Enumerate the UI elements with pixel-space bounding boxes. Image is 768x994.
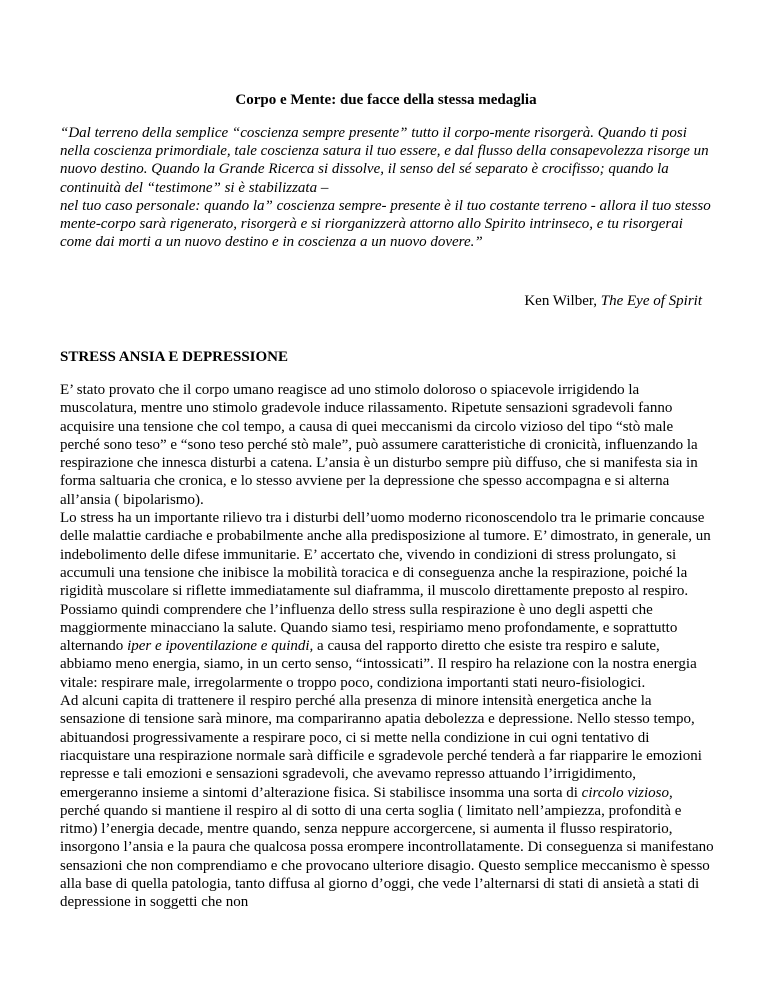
epigraph-quote [60,124,712,251]
document-title: Corpo e Mente: due facce della stessa medaglia [235,92,537,108]
epigraph-line-2: nel tuo caso personale: quando la” coscienza sempre- presente è il tuo costante terreno - allora il tuo stesso mente-corpo sarà rigenerato, risorgerà e si riorganizzerà attorno allo Spirito intrinseco, e tu risorgerai come dai morti a un nuovo destino e in coscienza a un nuovo dovere.” [60,197,711,251]
paragraph-2 [60,509,714,692]
paragraph-3-text-c: , perché quando si mantiene il respiro al di sotto di una certa soglia ( limitato nell’ampiezza, profondità e ritmo) l’energia decade, mentre quando, senza neppure accorgercene, si aumenta il flusso respiratorio, insorgono l’ansia e la paura che qualcosa possa erompere incontrollatamente. Di conseguenza si manifestano sensazioni che non comprendiamo e che provocano ulteriore disagio. Questo semplice meccanismo è spesso alla base di quella patologia, tanto diffusa al giorno d’oggi, che vede l’alternarsi di stati di ansietà a stati di depressione in soggetti che non [60,784,714,911]
section-body [60,381,714,912]
paragraph-3 [60,692,714,912]
section-heading: STRESS ANSIA E DEPRESSIONE [60,349,289,365]
paragraph-3-italic: circolo vizioso [581,784,670,801]
paragraph-3-text-a: Ad alcuni capita di trattenere il respiro perché alla presenza di minore intensità energetica anche la sensazione di tensione sarà minore, ma compariranno apatia debolezza e depressione. Nello stesso tempo, abituandosi progressivamente a respirare poco, ci si mette nella condizione in cui ogni tentativo di riacquistare una respirazione normale sarà difficile e sgradevole perché tenderà a far riapparire le emozioni represse e tali emozioni e sensazioni sgradevoli, che avevamo represso attuando l’irrigidimento, emergeranno insieme a sintomi d’alterazione fisica. Si stabilisce insomma una sorta di [60,693,702,801]
attribution-work-title: The Eye of Spirit [600,293,702,309]
paragraph-2-text-a: Lo stress ha un importante rilievo tra i disturbi dell’uomo moderno riconoscendolo tra le primarie concause delle malattie cardiache e probabilmente anche alla predisposizione al tumore. E’ dimostrato, in generale, un indebolimento delle difese immunitarie. E’ accertato che, vivendo in condizioni di stress prolungato, si accumuli una tensione che inibisce la mobilità toracica e di conseguenza anche la respirazione, poiché la rigidità muscolare si riflette immediatamente sul diaframma, il muscolo direttamente preposto al respiro. Possiamo quindi comprendere che l’influenza dello stress sulla respirazione è uno degli aspetti che maggiormente minacciano la salute. Quando siamo tesi, respiriamo meno profondamente, e soprattutto alternando [60,510,711,655]
paragraph-1: E’ stato provato che il corpo umano reagisce ad uno stimolo doloroso o spiacevole irrigidendo la muscolatura, mentre uno stimolo gradevole induce rilassamento. Ripetute sensazioni sgradevoli fanno acquisire una tensione che col tempo, a causa di quei meccanismi da circolo vizioso del tipo “stò male perché sono teso” e “sono teso perché stò male”, può assumere caratteristiche di cronicità, influenzando la respirazione che innesca disturbi a catena. L’ansia è un disturbo sempre più diffuso, che si manifesta sia in forma saltuaria che cronica, e lo stesso avviene per la depressione che spesso accompagna e si alterna all’ansia ( bipolarismo). [60,382,698,508]
attribution-author: Ken Wilber, [524,293,601,309]
paragraph-2-text-c: a causa del rapporto diretto che esiste tra respiro e salute, abbiamo meno energia, siamo, in un certo senso, “intossicati”. Il respiro ha relazione con la nostra energia vitale: respirare male, irregolarmente o troppo poco, condiziona importanti stati neuro-fisiologici. [60,638,697,691]
epigraph-attribution [524,292,702,311]
epigraph-line-1: “Dal terreno della semplice “coscienza sempre presente” tutto il corpo-mente risorgerà. Quando ti posi nella coscienza primordiale, tale coscienza satura il tuo essere, e dal flusso della consapevolezza risorge un nuovo destino. Quando la Grande Ricerca si dissolve, il senso del sé separato è crocifisso; quando la continuità del “testimone” si è stabilizzata – [60,125,709,196]
paragraph-2-italic: iper e ipoventilazione e quindi, [127,638,314,655]
